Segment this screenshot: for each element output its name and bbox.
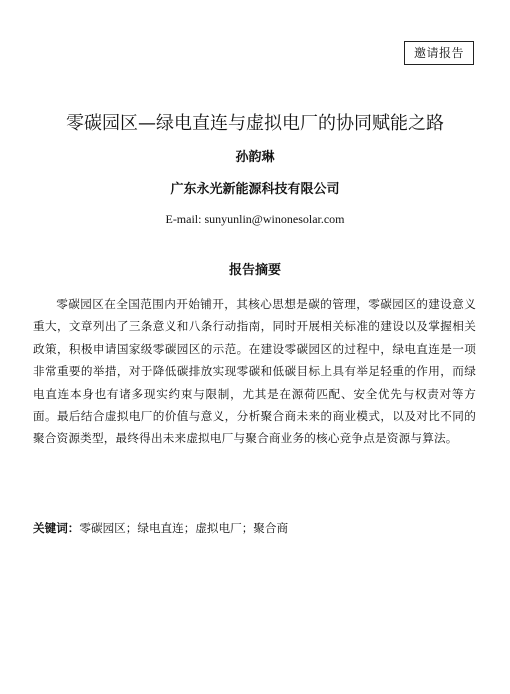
abstract-heading: 报告摘要 (228, 263, 281, 278)
author-affiliation: 广东永光新能源科技有限公司 (170, 182, 340, 197)
author-email: E-mail: sunyunlin@winonesolar.com (165, 212, 345, 226)
keywords-list: 零碳园区；绿电直连；虚拟电厂；聚合商 (79, 521, 289, 535)
author-name: 孙韵琳 (235, 150, 275, 165)
keywords-line (33, 519, 476, 537)
keywords-label: 关键词： (33, 521, 80, 535)
paper-title: 零碳园区—绿电直连与虚拟电厂的协同赋能之路 (66, 113, 444, 134)
invited-report-badge: 邀请报告 (404, 41, 474, 65)
abstract-body: 零碳园区在全国范围内开始铺开，其核心思想是碳的管理，零碳园区的建设意义重大，文章列出了三条意义和八条行动指南，同时开展相关标准的建设以及掌握相关政策，积极申请国家级零碳园区的示范。在建设零碳园区的过程中，绿电直连是一项非常重要的举措，对于降低碳排放实现零碳和低碳目标上具有举足轻重的作用，而绿电直连本身也有诸多现实约束与限制，尤其是在源荷匹配、安全优先与权责对等方面。最后结合虚拟电厂的价值与意义，分析聚合商未来的商业模式，以及对比不同的聚合资源类型，最终得出未来虚拟电厂与聚合商业务的核心竞争点是资源与算法。 (33, 297, 476, 446)
